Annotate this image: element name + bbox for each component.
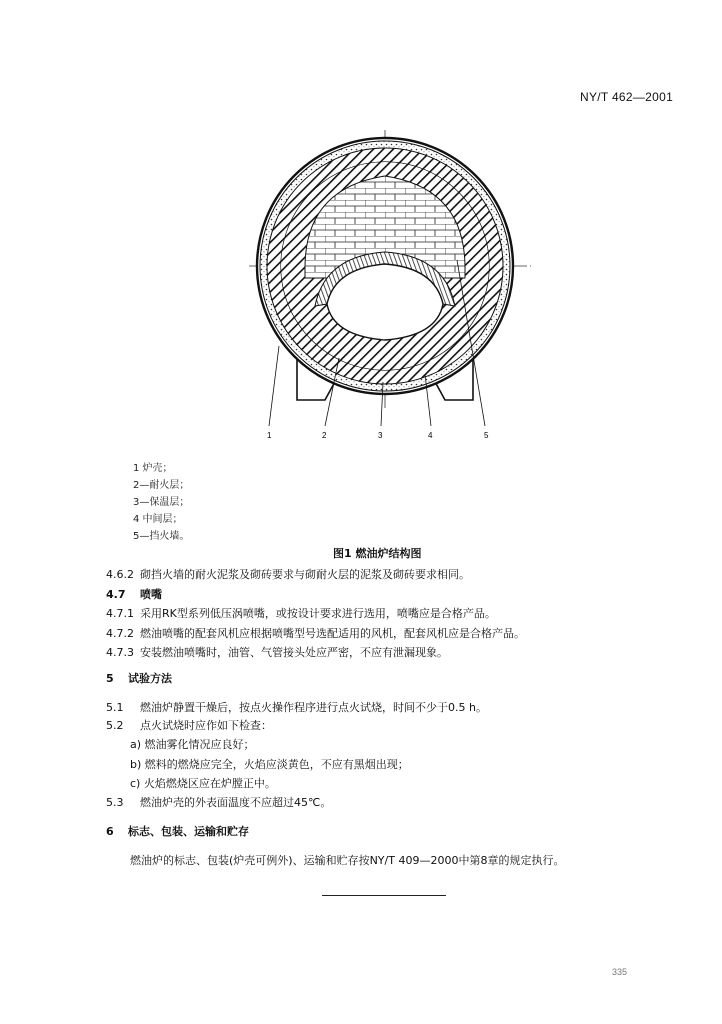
clause-4-7-2 — [106, 625, 525, 641]
section-title: 标志、包装、运输和贮存 — [128, 825, 249, 838]
clause-number: 4.7.1 — [106, 607, 134, 620]
section-6 — [106, 823, 249, 839]
clause-text: 燃油喷嘴的配套风机应根据喷嘴型号选配适用的风机，配套风机应是合格产品。 — [140, 627, 525, 640]
legend-item-2: 2—耐火层； — [133, 480, 190, 491]
section-number: 5 — [106, 672, 114, 685]
clause-5-2 — [106, 717, 272, 733]
clause-5-3 — [106, 794, 331, 810]
list-item-b: b) 燃料的燃烧应完全，火焰应淡黄色，不应有黑烟出现； — [130, 758, 409, 771]
clause-number: 5.1 — [106, 701, 124, 714]
legend-item-1: 1 炉壳； — [133, 463, 173, 474]
standard-code: NY/T 462—2001 — [580, 90, 674, 104]
clause-number: 5.3 — [106, 796, 124, 809]
legend-item-5: 5—挡火墙。 — [133, 531, 190, 542]
callout-3: 3 — [378, 431, 383, 440]
clause-4-7-1 — [106, 605, 496, 621]
clause-text: 安装燃油喷嘴时，油管、气管接头处应严密，不应有泄漏现象。 — [140, 646, 448, 659]
clause-6-body: 燃油炉的标志、包装(炉壳可例外)、运输和贮存按NY/T 409—2000中第8章的规定执行。 — [130, 854, 565, 867]
legend-item-4: 4 中间层； — [133, 514, 183, 525]
end-rule — [322, 895, 446, 896]
clause-number: 5.2 — [106, 719, 124, 732]
clause-4-6-2 — [106, 566, 470, 582]
list-item-c: c) 火焰燃烧区应在炉膛正中。 — [130, 777, 276, 790]
clause-text: 喷嘴 — [140, 588, 162, 601]
clause-text: 燃油炉壳的外表面温度不应超过45℃。 — [140, 796, 332, 809]
section-title: 试验方法 — [128, 672, 172, 685]
section-4-7 — [106, 586, 162, 602]
list-item-a: a) 燃油雾化情况应良好； — [130, 738, 255, 751]
clause-number: 4.7.3 — [106, 646, 134, 659]
clause-5-1 — [106, 699, 487, 715]
section-number: 6 — [106, 825, 114, 838]
figure-caption: 图1 燃油炉结构图 — [333, 547, 422, 560]
clause-number: 4.7 — [106, 588, 126, 601]
furnace-structure-diagram — [245, 128, 535, 448]
clause-text: 燃油炉静置干燥后，按点火操作程序进行点火试烧，时间不少于0.5 h。 — [140, 701, 487, 714]
callout-2: 2 — [322, 431, 327, 440]
page-number: 335 — [612, 967, 628, 977]
section-5 — [106, 670, 172, 686]
legend-item-3: 3—保温层； — [133, 497, 190, 508]
clause-4-7-3 — [106, 644, 448, 660]
clause-text: 砌挡火墙的耐火泥浆及砌砖要求与砌耐火层的泥浆及砌砖要求相同。 — [140, 568, 470, 581]
callout-1: 1 — [267, 431, 272, 440]
callout-4: 4 — [428, 431, 433, 440]
clause-text: 点火试烧时应作如下检查： — [140, 719, 272, 732]
clause-number: 4.7.2 — [106, 627, 134, 640]
callout-5: 5 — [484, 431, 489, 440]
clause-number: 4.6.2 — [106, 568, 134, 581]
clause-text: 采用RK型系列低压涡喷嘴，或按设计要求进行选用，喷嘴应是合格产品。 — [140, 607, 496, 620]
